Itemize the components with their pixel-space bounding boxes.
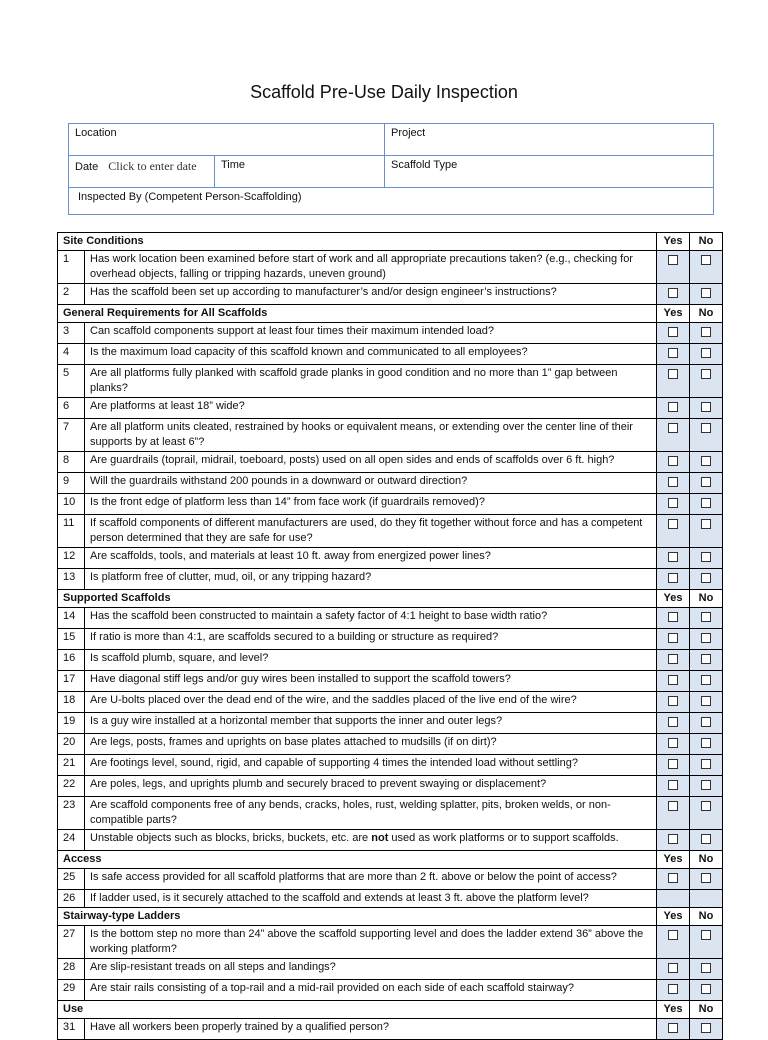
no-checkbox[interactable] (701, 801, 711, 811)
item-number: 8 (58, 452, 85, 473)
checklist-item-row (58, 959, 723, 980)
no-cell (690, 869, 723, 890)
item-number: 12 (58, 548, 85, 569)
no-cell (690, 650, 723, 671)
section-title: Use (58, 1001, 657, 1019)
yes-cell (657, 797, 690, 830)
checklist-item-row (58, 365, 723, 398)
section-header (58, 908, 723, 926)
no-cell (690, 569, 723, 590)
checklist-item-row (58, 344, 723, 365)
no-checkbox[interactable] (701, 873, 711, 883)
time-field[interactable] (215, 156, 385, 188)
item-number: 23 (58, 797, 85, 830)
item-question: Is safe access provided for all scaffold platforms that are more than 2 ft. above or below the point of access? (85, 869, 657, 890)
no-cell (690, 515, 723, 548)
item-question: Has work location been examined before start of work and all appropriate precautions taken? (e.g., checking for overhead objects, falling or tripping hazards, uneven ground) (85, 251, 657, 284)
checklist-table (57, 232, 723, 1040)
yes-checkbox[interactable] (668, 519, 678, 529)
item-number: 11 (58, 515, 85, 548)
no-cell (690, 776, 723, 797)
yes-checkbox[interactable] (668, 873, 678, 883)
yes-cell (657, 548, 690, 569)
yes-checkbox[interactable] (668, 633, 678, 643)
item-question: Is the bottom step no more than 24” above the scaffold supporting level and does the ladder extend 36” above the working platform? (85, 926, 657, 959)
no-checkbox[interactable] (701, 1023, 711, 1033)
yes-cell (657, 830, 690, 851)
no-cell (690, 671, 723, 692)
yes-checkbox[interactable] (668, 654, 678, 664)
no-checkbox[interactable] (701, 612, 711, 622)
no-cell (690, 890, 723, 908)
section-header (58, 1001, 723, 1019)
checklist-item-row (58, 980, 723, 1001)
location-label: Location (75, 127, 117, 139)
yes-checkbox[interactable] (668, 612, 678, 622)
inspection-info-table (68, 123, 714, 215)
item-number: 26 (58, 890, 85, 908)
no-cell (690, 284, 723, 305)
section-header (58, 305, 723, 323)
item-question: Is a guy wire installed at a horizontal member that supports the inner and outer legs? (85, 713, 657, 734)
no-checkbox[interactable] (701, 738, 711, 748)
yes-cell (657, 494, 690, 515)
yes-cell (657, 251, 690, 284)
no-header: No (690, 1001, 723, 1019)
no-cell (690, 1019, 723, 1040)
no-cell (690, 365, 723, 398)
yes-checkbox[interactable] (668, 675, 678, 685)
no-checkbox[interactable] (701, 477, 711, 487)
section-title: Stairway-type Ladders (58, 908, 657, 926)
no-checkbox[interactable] (701, 498, 711, 508)
no-cell (690, 734, 723, 755)
no-cell (690, 452, 723, 473)
no-cell (690, 830, 723, 851)
item-number: 6 (58, 398, 85, 419)
scaffold-type-field[interactable] (385, 156, 714, 188)
yes-cell (657, 515, 690, 548)
yes-cell (657, 776, 690, 797)
item-number: 19 (58, 713, 85, 734)
no-checkbox[interactable] (701, 759, 711, 769)
no-checkbox[interactable] (701, 288, 711, 298)
checklist-item-row (58, 473, 723, 494)
yes-cell (657, 692, 690, 713)
item-number: 9 (58, 473, 85, 494)
item-question: Is scaffold plumb, square, and level? (85, 650, 657, 671)
yes-checkbox[interactable] (668, 498, 678, 508)
checklist-item-row (58, 398, 723, 419)
item-number: 15 (58, 629, 85, 650)
no-checkbox[interactable] (701, 369, 711, 379)
yes-header: Yes (657, 233, 690, 251)
no-cell (690, 251, 723, 284)
no-checkbox[interactable] (701, 519, 711, 529)
item-number: 1 (58, 251, 85, 284)
yes-cell (657, 980, 690, 1001)
item-question: Are stair rails consisting of a top-rail and a mid-rail provided on each side of each scaffold stairway? (85, 980, 657, 1001)
item-question: Are guardrails (toprail, midrail, toeboard, posts) used on all open sides and ends of scaffolds over 6 ft. high? (85, 452, 657, 473)
no-checkbox[interactable] (701, 552, 711, 562)
no-checkbox[interactable] (701, 717, 711, 727)
yes-checkbox[interactable] (668, 477, 678, 487)
checklist-item-row (58, 1019, 723, 1040)
no-cell (690, 980, 723, 1001)
item-number: 13 (58, 569, 85, 590)
no-checkbox[interactable] (701, 930, 711, 940)
item-question: Are poles, legs, and uprights plumb and securely braced to prevent swaying or displacement? (85, 776, 657, 797)
yes-checkbox[interactable] (668, 717, 678, 727)
checklist-item-row (58, 797, 723, 830)
no-checkbox[interactable] (701, 780, 711, 790)
no-cell (690, 323, 723, 344)
no-cell (690, 419, 723, 452)
no-checkbox[interactable] (701, 348, 711, 358)
yes-cell (657, 569, 690, 590)
no-checkbox[interactable] (701, 675, 711, 685)
no-cell (690, 926, 723, 959)
no-checkbox[interactable] (701, 255, 711, 265)
yes-cell (657, 608, 690, 629)
checklist-item-row (58, 713, 723, 734)
item-question: Has the scaffold been set up according to manufacturer’s and/or design engineer’s instructions? (85, 284, 657, 305)
yes-checkbox[interactable] (668, 552, 678, 562)
checklist-item-row (58, 323, 723, 344)
item-number: 31 (58, 1019, 85, 1040)
item-number: 24 (58, 830, 85, 851)
item-question: Has the scaffold been constructed to maintain a safety factor of 4:1 height to base width ratio? (85, 608, 657, 629)
checklist-item-row (58, 776, 723, 797)
question-text-part: used as work platforms or to support scaffolds. (388, 832, 619, 844)
item-number: 10 (58, 494, 85, 515)
no-header: No (690, 908, 723, 926)
yes-checkbox[interactable] (668, 963, 678, 973)
checklist-item-row (58, 419, 723, 452)
item-question: Have all workers been properly trained by a qualified person? (85, 1019, 657, 1040)
checklist-item-row (58, 830, 723, 851)
yes-checkbox[interactable] (668, 456, 678, 466)
item-number: 5 (58, 365, 85, 398)
project-field[interactable] (385, 124, 714, 156)
yes-cell (657, 755, 690, 776)
checklist-item-row (58, 926, 723, 959)
item-question: If ladder used, is it securely attached to the scaffold and extends at least 3 ft. above the platform level? (85, 890, 657, 908)
yes-checkbox[interactable] (668, 423, 678, 433)
no-cell (690, 713, 723, 734)
yes-checkbox[interactable] (668, 348, 678, 358)
yes-cell (657, 629, 690, 650)
yes-header: Yes (657, 305, 690, 323)
item-question: Are scaffolds, tools, and materials at least 10 ft. away from energized power lines? (85, 548, 657, 569)
inspected-by-field[interactable] (69, 188, 714, 215)
no-checkbox[interactable] (701, 696, 711, 706)
yes-checkbox[interactable] (668, 573, 678, 583)
no-checkbox[interactable] (701, 573, 711, 583)
no-checkbox[interactable] (701, 456, 711, 466)
no-cell (690, 692, 723, 713)
yes-cell (657, 365, 690, 398)
yes-checkbox[interactable] (668, 1023, 678, 1033)
item-number: 16 (58, 650, 85, 671)
item-question: Are platforms at least 18” wide? (85, 398, 657, 419)
item-number: 17 (58, 671, 85, 692)
yes-header: Yes (657, 590, 690, 608)
checklist-item-row (58, 548, 723, 569)
yes-cell (657, 419, 690, 452)
yes-checkbox[interactable] (668, 834, 678, 844)
no-checkbox[interactable] (701, 984, 711, 994)
checklist-item-row (58, 755, 723, 776)
item-number: 3 (58, 323, 85, 344)
no-header: No (690, 233, 723, 251)
yes-header: Yes (657, 851, 690, 869)
yes-checkbox[interactable] (668, 255, 678, 265)
no-cell (690, 494, 723, 515)
no-cell (690, 797, 723, 830)
no-checkbox[interactable] (701, 963, 711, 973)
checklist-item-row (58, 890, 723, 908)
yes-checkbox[interactable] (668, 759, 678, 769)
no-cell (690, 959, 723, 980)
item-number: 28 (58, 959, 85, 980)
checklist-item-row (58, 284, 723, 305)
yes-cell (657, 650, 690, 671)
item-number: 27 (58, 926, 85, 959)
item-number: 4 (58, 344, 85, 365)
checklist-item-row (58, 452, 723, 473)
yes-checkbox[interactable] (668, 369, 678, 379)
section-title: Supported Scaffolds (58, 590, 657, 608)
item-question: Is the maximum load capacity of this scaffold known and communicated to all employees? (85, 344, 657, 365)
yes-header: Yes (657, 1001, 690, 1019)
no-cell (690, 755, 723, 776)
yes-checkbox[interactable] (668, 984, 678, 994)
item-number: 2 (58, 284, 85, 305)
section-title: Access (58, 851, 657, 869)
yes-cell (657, 890, 690, 908)
item-question: Will the guardrails withstand 200 pounds in a downward or outward direction? (85, 473, 657, 494)
no-header: No (690, 305, 723, 323)
item-question: Are scaffold components free of any bends, cracks, holes, rust, welding splatter, pits, broken welds, or non-compatible parts? (85, 797, 657, 830)
checklist-item-row (58, 869, 723, 890)
checklist-item-row (58, 515, 723, 548)
item-number: 20 (58, 734, 85, 755)
item-question: Is platform free of clutter, mud, oil, or any tripping hazard? (85, 569, 657, 590)
checklist-item-row (58, 734, 723, 755)
item-number: 7 (58, 419, 85, 452)
item-number: 25 (58, 869, 85, 890)
item-question: Are footings level, sound, rigid, and capable of supporting 4 times the intended load without settling? (85, 755, 657, 776)
no-cell (690, 548, 723, 569)
no-cell (690, 608, 723, 629)
question-emphasis: not (371, 832, 389, 844)
yes-checkbox[interactable] (668, 327, 678, 337)
yes-cell (657, 344, 690, 365)
checklist-item-row (58, 251, 723, 284)
yes-cell (657, 452, 690, 473)
no-checkbox[interactable] (701, 402, 711, 412)
yes-cell (657, 713, 690, 734)
time-label: Time (221, 159, 246, 171)
item-question (85, 830, 657, 851)
no-cell (690, 473, 723, 494)
item-question: Are slip-resistant treads on all steps and landings? (85, 959, 657, 980)
item-question: Are all platform units cleated, restrained by hooks or equivalent means, or extending over the center line of their supports by at least 6”? (85, 419, 657, 452)
section-header (58, 851, 723, 869)
date-field[interactable] (69, 156, 215, 188)
project-label: Project (391, 127, 426, 139)
yes-cell (657, 398, 690, 419)
yes-checkbox[interactable] (668, 930, 678, 940)
no-checkbox[interactable] (701, 633, 711, 643)
no-header: No (690, 851, 723, 869)
yes-checkbox[interactable] (668, 780, 678, 790)
yes-cell (657, 473, 690, 494)
yes-cell (657, 284, 690, 305)
yes-cell (657, 323, 690, 344)
checklist-item-row (58, 650, 723, 671)
section-header (58, 590, 723, 608)
item-number: 18 (58, 692, 85, 713)
item-question: If scaffold components of different manufacturers are used, do they fit together without force and has a competent person determined that they are safe for use? (85, 515, 657, 548)
yes-checkbox[interactable] (668, 288, 678, 298)
scaffold-type-label: Scaffold Type (391, 159, 458, 171)
item-question: Are all platforms fully planked with scaffold grade planks in good condition and no more than 1” gap between planks? (85, 365, 657, 398)
date-label: Date (75, 161, 99, 173)
no-checkbox[interactable] (701, 654, 711, 664)
item-number: 22 (58, 776, 85, 797)
checklist-item-row (58, 569, 723, 590)
no-checkbox[interactable] (701, 423, 711, 433)
yes-cell (657, 734, 690, 755)
item-number: 14 (58, 608, 85, 629)
yes-cell (657, 959, 690, 980)
date-placeholder[interactable]: Click to enter date (108, 159, 197, 173)
item-question: Have diagonal stiff legs and/or guy wires been installed to support the scaffold towers? (85, 671, 657, 692)
yes-header: Yes (657, 908, 690, 926)
item-question: Are U-bolts placed over the dead end of the wire, and the saddles placed of the live end of the wire? (85, 692, 657, 713)
item-question: Are legs, posts, frames and uprights on base plates attached to mudsills (if on dirt)? (85, 734, 657, 755)
section-title: Site Conditions (58, 233, 657, 251)
question-text-part: Unstable objects such as blocks, bricks, buckets, etc. are (90, 832, 372, 844)
checklist-item-row (58, 494, 723, 515)
no-cell (690, 344, 723, 365)
item-question: Can scaffold components support at least four times their maximum intended load? (85, 323, 657, 344)
no-checkbox[interactable] (701, 327, 711, 337)
yes-checkbox[interactable] (668, 801, 678, 811)
yes-cell (657, 1019, 690, 1040)
yes-checkbox[interactable] (668, 738, 678, 748)
section-title: General Requirements for All Scaffolds (58, 305, 657, 323)
yes-checkbox[interactable] (668, 402, 678, 412)
checklist-item-row (58, 692, 723, 713)
yes-cell (657, 869, 690, 890)
no-cell (690, 398, 723, 419)
item-question: Is the front edge of platform less than 14” from face work (if guardrails removed)? (85, 494, 657, 515)
item-number: 21 (58, 755, 85, 776)
location-field[interactable] (69, 124, 385, 156)
page-title: Scaffold Pre-Use Daily Inspection (250, 82, 518, 102)
yes-checkbox[interactable] (668, 696, 678, 706)
no-cell (690, 629, 723, 650)
checklist-item-row (58, 608, 723, 629)
checklist-item-row (58, 671, 723, 692)
section-header (58, 233, 723, 251)
item-number: 29 (58, 980, 85, 1001)
no-checkbox[interactable] (701, 834, 711, 844)
yes-cell (657, 926, 690, 959)
yes-cell (657, 671, 690, 692)
checklist-item-row (58, 629, 723, 650)
no-header: No (690, 590, 723, 608)
item-question: If ratio is more than 4:1, are scaffolds secured to a building or structure as required? (85, 629, 657, 650)
inspected-by-label: Inspected By (Competent Person-Scaffolding) (78, 191, 302, 203)
